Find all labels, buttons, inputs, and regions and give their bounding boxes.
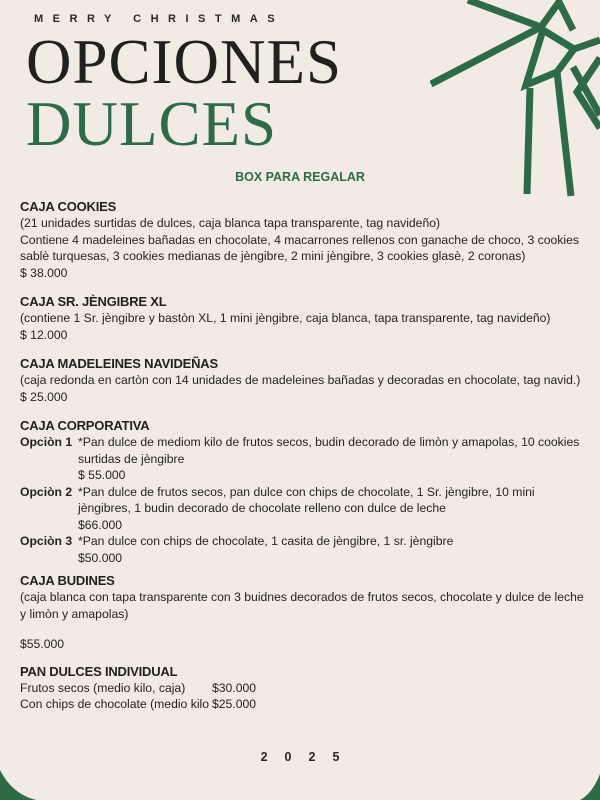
section-title: CAJA BUDINES [20,573,115,588]
item-price: $25.000 [212,697,257,711]
option-text: *Pan dulce con chips de chocolate, 1 casita de jèngibre, 1 sr. jèngibre [78,534,454,548]
section-title: CAJA MADELEINES NAVIDEÑAS [20,356,218,371]
bottom-right-corner-shape [578,774,600,800]
option-text: *Pan dulce de mediom kilo de frutos secos, budin decorado de limòn y amapolas, 10 cookies surtidas de jèngibre [78,435,580,466]
price-text: $ 38.000 [20,265,68,280]
price-text: $ 25.000 [20,389,68,404]
eyebrow-text: MERRY CHRISTMAS [34,13,285,25]
section-caja-corporativa [20,417,590,566]
option-body [78,533,590,566]
bottom-left-corner-shape [0,768,40,800]
tagline: BOX PARA REGALAR [235,170,365,184]
option-text: *Pan dulce de frutos secos, pan dulce con chips de chocolate, 1 Sr. jèngibre, 10 mini jèngibres, 1 budin decorado de chocolate relleno con dulce de leche [78,484,535,515]
option-row [20,484,590,534]
section-caja-budines [20,572,590,653]
menu-content [20,198,590,713]
price-text: $ 12.000 [20,327,68,342]
section-caja-cookies [20,198,590,281]
list-item [20,696,590,713]
section-description: Contiene 4 madeleines bañadas en chocolate, 4 macarrones rellenos con ganache de choco, 3 cookies sablè turquesas, 3 cookies medianas de jèngibre, 2 mini jèngibre, 3 cookies glasè, 2 coronas) [20,232,579,263]
list-item [20,680,590,697]
section-caja-sr-jengibre [20,293,590,343]
item-price: $30.000 [212,680,257,695]
section-title: CAJA SR. JÈNGIBRE XL [20,294,167,309]
option-row [20,434,590,484]
section-title: CAJA CORPORATIVA [20,418,150,433]
page-title: OPCIONES [26,27,343,97]
section-description: (contiene 1 Sr. jèngibre y bastòn XL, 1 mini jèngibre, caja blanca, tapa transparente, tag navideño) [20,311,551,325]
price-text: $50.000 [78,550,123,565]
option-label: Opciòn 2 [20,484,73,499]
price-text: $ 55.000 [78,468,126,482]
year-text: 2025 [260,750,357,764]
price-text: $55.000 [20,637,65,651]
option-label: Opciòn 3 [20,534,73,548]
section-description: (caja blanca con tapa transparente con 3 buidnes decorados de frutos secos, chocolate y dulce de leche y limòn y amapolas) [20,590,584,621]
item-name: Con chips de chocolate (medio kilo [20,697,210,711]
section-description: (caja redonda en cartòn con 14 unidades de madeleines bañadas y decoradas en chocolate, tag navid.) [20,373,581,387]
item-name: Frutos secos (medio kilo, caja) [20,680,186,695]
section-pan-dulces [20,663,590,713]
section-description: (21 unidades surtidas de dulces, caja blanca tapa transparente, tag navideño) [20,216,441,230]
option-body [78,484,590,534]
section-title: PAN DULCES INDIVIDUAL [20,663,178,679]
option-row [20,533,590,566]
section-title: CAJA COOKIES [20,199,117,214]
option-body [78,434,590,484]
price-text: $66.000 [78,517,123,532]
section-caja-madeleines [20,355,590,405]
option-label: Opciòn 1 [20,435,73,449]
page-subtitle: DULCES [26,89,278,159]
